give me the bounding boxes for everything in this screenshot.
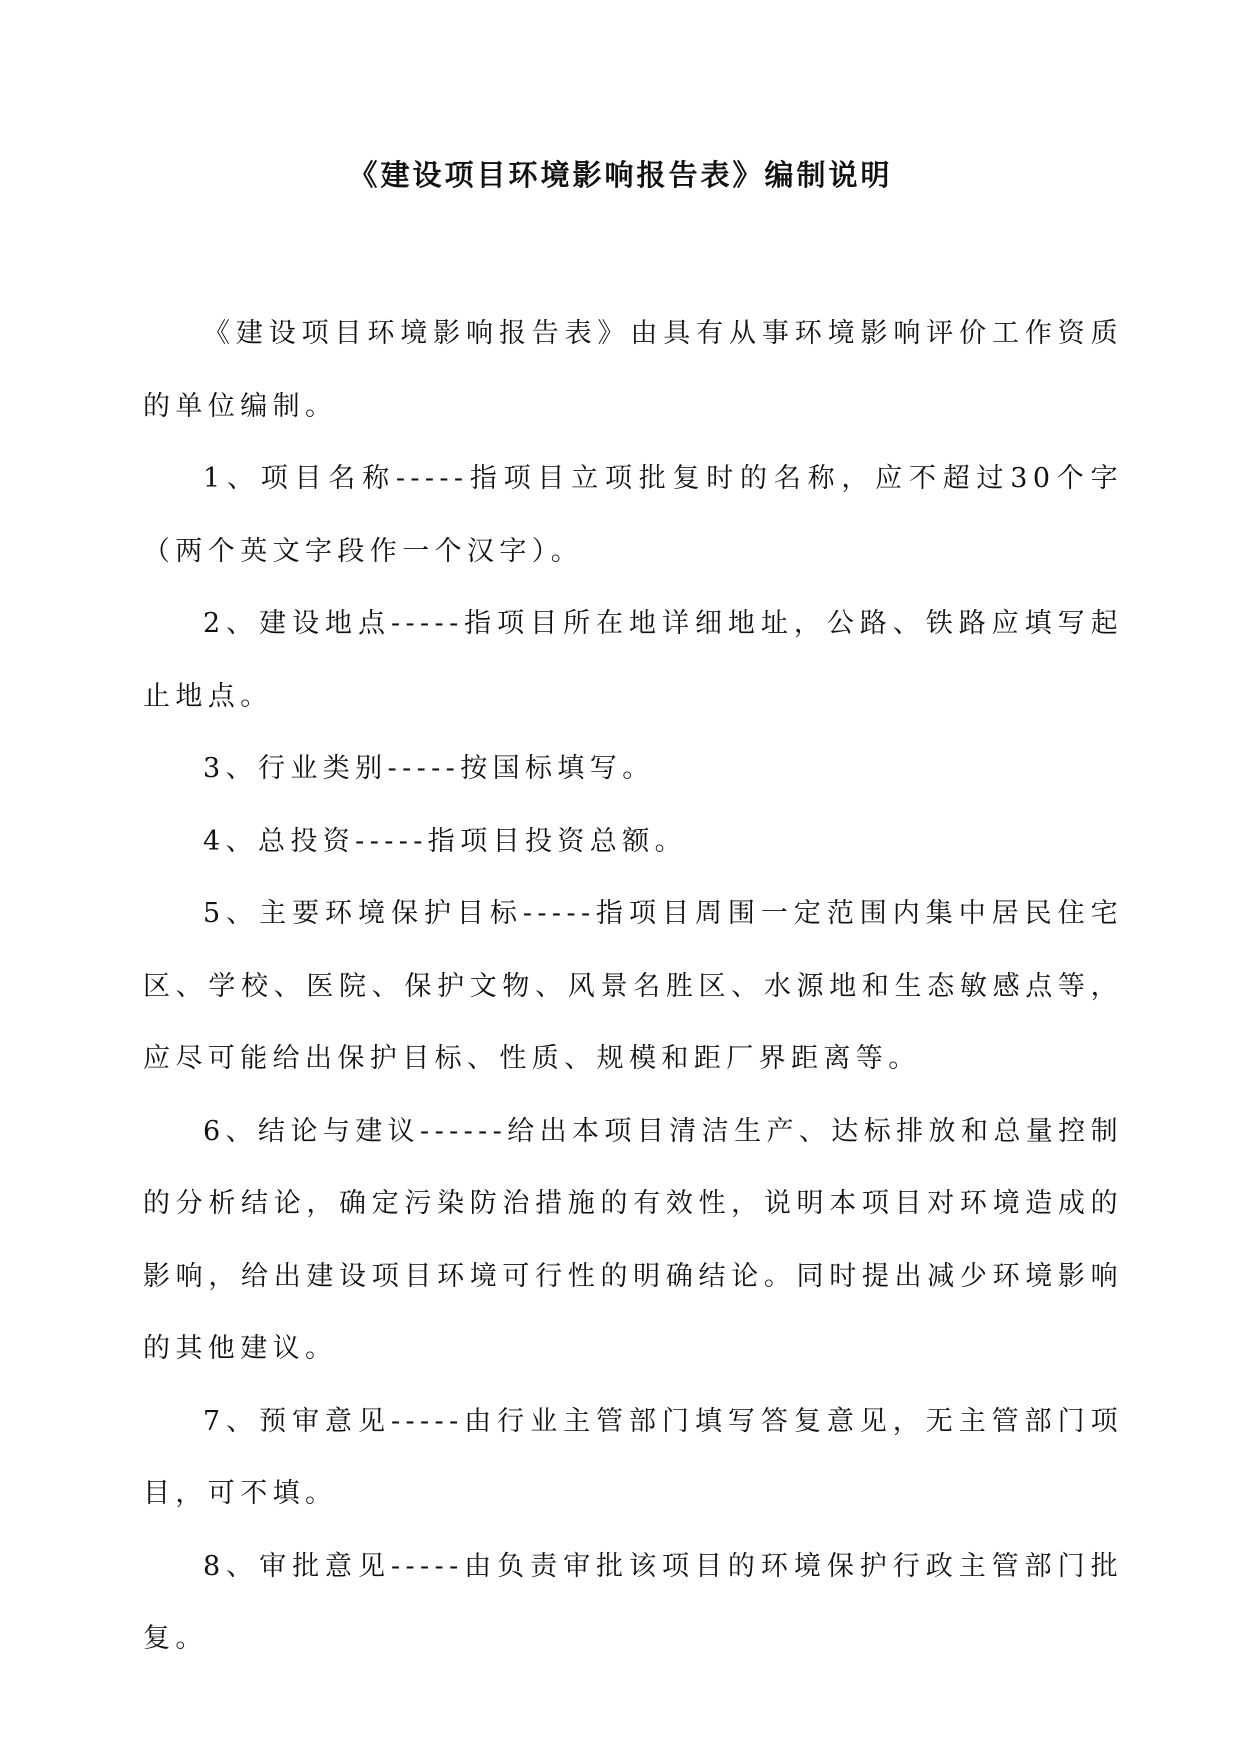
- paragraph-item-8: 8、审批意见-----由负责审批该项目的环境保护行政主管部门批复。: [143, 1550, 1123, 1654]
- paragraph-item-7: 7、预审意见-----由行业主管部门填写答复意见，无主管部门项目，可不填。: [143, 1405, 1123, 1509]
- document-title: 《建设项目环境影响报告表》编制说明: [348, 158, 893, 192]
- document-body: [143, 298, 1123, 1676]
- paragraph-item-3: 3、行业类别-----按国标填写。: [203, 753, 655, 784]
- paragraph-item-2: 2、建设地点-----指项目所在地详细地址，公路、铁路应填写起止地点。: [143, 608, 1123, 712]
- paragraph-intro: 《建设项目环境影响报告表》由具有从事环境影响评价工作资质的单位编制。: [143, 318, 1123, 422]
- paragraph-item-4: 4、总投资-----指项目投资总额。: [203, 825, 687, 857]
- paragraph-item-6: 6、结论与建议------给出本项目清洁生产、达标排放和总量控制的分析结论，确定污染防治措施的有效性，说明本项目对环境造成的影响，给出建设项目环境可行性的明确结论。同时提出减少环境影响的其他建议。: [143, 1115, 1123, 1364]
- paragraph-item-5: 5、主要环境保护目标-----指项目周围一定范围内集中居民住宅区、学校、医院、保护文物、风景名胜区、水源地和生态敏感点等，应尽可能给出保护目标、性质、规模和距厂界距离等。: [143, 898, 1123, 1074]
- paragraph-item-1: 1、项目名称-----指项目立项批复时的名称，应不超过30个字（两个英文字段作一个汉字）。: [143, 463, 1123, 567]
